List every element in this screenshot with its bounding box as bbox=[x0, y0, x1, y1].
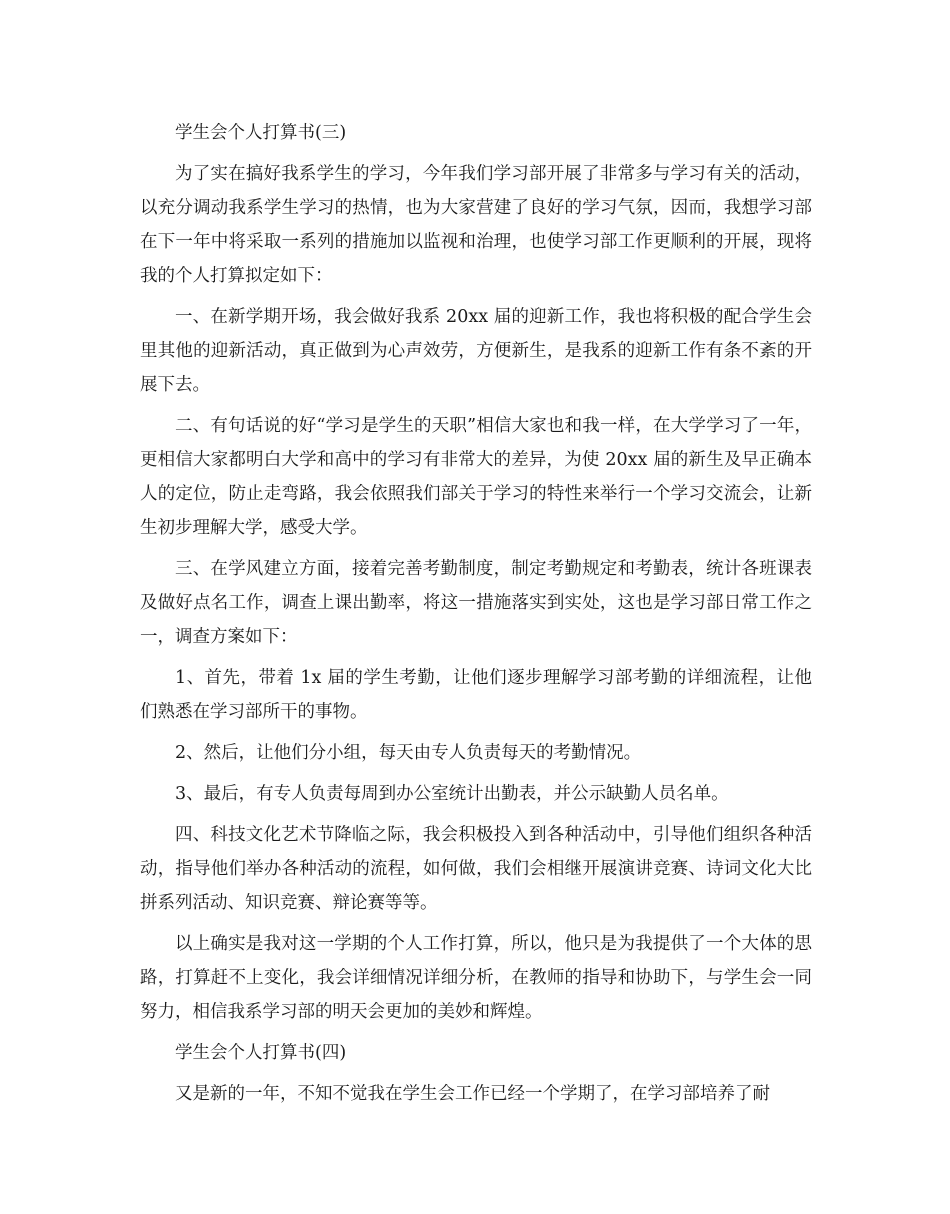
paragraph-item-1: 一、在新学期开场，我会做好我系 20xx 届的迎新工作，我也将积极的配合学生会里其他的迎新活动，真正做到为心声效劳，方便新生，是我系的迎新工作有条不紊的开展下去。 bbox=[140, 307, 812, 395]
paragraph-intro: 为了实在搞好我系学生的学习，今年我们学习部开展了非常多与学习有关的活动，以充分调动我系学生学习的热情，也为大家营建了良好的学习气氛，因而，我想学习部在下一年中将采取一系列的措施加以监视和治理，也使学习部工作更顺利的开展，现将我的个人打算拟定如下： bbox=[140, 164, 812, 286]
paragraph-item-2: 二、有句话说的好“学习是学生的天职”相信大家也和我一样，在大学学习了一年，更相信大家都明白大学和高中的学习有非常大的差异，为使 20xx 届的新生及早正确本人的定位，防止走弯路，我会依照我们部关于学习的特性来举行一个学习交流会，让新生初步理解大学，感受大学。 bbox=[140, 416, 812, 538]
paragraph-substep-3: 3、最后，有专人负责每周到办公室统计出勤表，并公示缺勤人员名单。 bbox=[175, 784, 729, 804]
section-heading-4: 学生会个人打算书(四) bbox=[175, 1043, 347, 1063]
paragraph-section-4-start: 又是新的一年，不知不觉我在学生会工作已经一个学期了，在学习部培养了耐 bbox=[175, 1084, 770, 1104]
paragraph-item-4: 四、科技文化艺术节降临之际，我会积极投入到各种活动中，引导他们组织各种活动，指导他们举办各种活动的流程，如何做，我们会相继开展演讲竞赛、诗词文化大比拼系列活动、知识竞赛、辩论赛等等。 bbox=[140, 825, 812, 913]
paragraph-item-3: 三、在学风建立方面，接着完善考勤制度，制定考勤规定和考勤表，统计各班课表及做好点名工作，调查上课出勤率，将这一措施落实到实处，这也是学习部日常工作之一，调查方案如下： bbox=[140, 559, 812, 647]
document-body bbox=[140, 116, 812, 1118]
section-heading-3: 学生会个人打算书(三) bbox=[175, 123, 347, 143]
paragraph-substep-1: 1、首先，带着 1x 届的学生考勤，让他们逐步理解学习部考勤的详细流程，让他们熟悉在学习部所干的事物。 bbox=[140, 668, 812, 722]
paragraph-substep-2: 2、然后，让他们分小组，每天由专人负责每天的考勤情况。 bbox=[175, 743, 642, 763]
paragraph-conclusion: 以上确实是我对这一学期的个人工作打算，所以，他只是为我提供了一个大体的思路，打算赶不上变化，我会详细情况详细分析，在教师的指导和协助下，与学生会一同努力，相信我系学习部的明天会更加的美妙和辉煌。 bbox=[140, 934, 812, 1022]
